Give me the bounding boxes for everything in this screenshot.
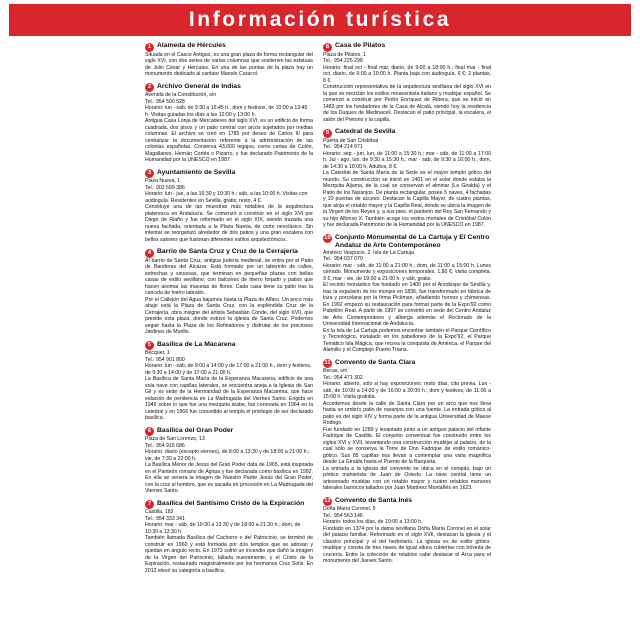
poi-entry [145, 169, 313, 244]
poi-number-badge: 7 [145, 500, 154, 509]
poi-header [145, 42, 313, 52]
poi-text-line: Bécquer, 1 [145, 350, 170, 356]
poi-title: Conjunto Monumental de La Cartuja y El Centro Andaluz de Arte Contemporáneo [335, 233, 490, 249]
poi-text-line: Américo Vespucio, 2. Isla de La Cartuja [323, 249, 414, 256]
poi-text-line: Doña María Coronel, 5 [323, 506, 376, 512]
poi-entry [323, 359, 491, 492]
poi-text-line: Tel.: 902 599 386 [145, 184, 185, 191]
poi-text-line: Situada en el Casco Antiguo, es una gran plaza de forma rectangular del siglo XVI, con dos series de varias columnas que sostienen las estatuas de Julio César y Hércules. En una de las puntas de la plaza hay un monumento dedicado al cantaor Manolo Caracol. [145, 51, 313, 77]
poi-header [145, 248, 313, 258]
poi-text-line: Accedemos desde la calle de Santa Clara por un arco que nos lleva hasta un umbrío patio de naranjos con una fuente. La entrada gótica al patio es del siglo XIV y forma parte de la antigua Universidad de Maese Rodrigo. [323, 400, 491, 426]
poi-text-line: Por el Callejón del Agua bajamos hasta la Plaza de Alfaro. Un poco más abajo está la Plaza de Santa Cruz, con la espléndida Cruz de la Cerrajería, obra insigne del artista Sebastián Conde, del siglo XVII, que preside esta plaza, donde estuvo la iglesia de Santa Cruz. Podemos seguir hasta la Plaza de los Refinadores y disfrutar de los preciosos Jardines de Murillo. [145, 296, 313, 335]
poi-text-line: La Basílica Menor de Jesús del Gran Poder data de 1965, está inspirada en el Panteón romano de Agripa y fue declarada como basílica en 1992. En ella se venera la imagen de Nuestro Padre Jesús del Gran Poder, con la cruz al hombro, que es sacada en procesión en La Madrugada del Viernes Santo. [145, 462, 313, 494]
poi-text-line: Tel.: 954 214 971 [323, 144, 363, 150]
poi-header [323, 359, 491, 369]
poi-entry [323, 42, 491, 123]
poi-title: Basílica de La Macarena [157, 340, 236, 348]
poi-title: Casa de Pilatos [335, 42, 386, 49]
poi-text-line: Horario: mar - sáb, de 10:30 a 13:30 y de 18:00 a 21:30 h.; dom, de 10:30 a 13:30 h. [145, 522, 301, 535]
poi-title: Archivo General de Indias [157, 82, 241, 90]
poi-text-line: Antigua Casa Lonja de Mercaderes del siglo XVI, es un edificio de forma cuadrada, dos pisos y un patio central con arcos sujetados por medias columnas. El archivo se creó en 1785 por deseo de Carlos III para centralizar la documentación referente a la administración de las colonias españolas. Conserva 43.000 legajos, como cartas de Colón, Magallanes, Hernán Cortés o Pizarro, y fue declarado Patrimonio de la Humanidad por la UNESCO en 1987. [145, 118, 313, 163]
poi-title: Barrio de Santa Cruz y Cruz de la Cerrajería [157, 248, 298, 255]
poi-header [145, 500, 313, 510]
poi-entry [323, 497, 491, 565]
poi-text-line: Horario: todos los días, de 10:00 a 13:00 h. [323, 519, 423, 525]
poi-header [323, 234, 491, 250]
poi-title: Convento de Santa Clara [335, 358, 416, 366]
poi-text-line: Tel.: 954 333 341 [145, 515, 185, 522]
poi-number-badge: 10 [324, 235, 331, 241]
poi-text-line: Tel.: 954 500 528 [145, 98, 185, 105]
poi-text-line: Horario: lun - sáb, de 9:00 a 14:00 y de 17:00 a 21:00 h., dom y festivos, de 9:30 a 14:00 y de 17:00 a 21:00 h. [145, 363, 312, 376]
poi-entry [323, 234, 491, 354]
poi-number-badge: 3 [145, 169, 154, 178]
poi-number-badge: 8 [323, 43, 332, 52]
poi-entry [145, 248, 313, 336]
poi-title: Catedral de Sevilla [335, 128, 396, 135]
poi-header [145, 427, 313, 437]
poi-text-line: Fundado en 1374 por la dama sevillana Doña María Coronel en el solar del palacio familiar. Reformado en el siglo XVII, destacan la iglesia y el claustro principal y el del herbolario. La iglesia es de estilo gótico-mudéjar y consta de tres naves de igual altura cubiertas con bóveda de crucería. Entre la colección de retablos cabe destacar el Arca para el monumento del Jueves Santo. [323, 525, 491, 564]
poi-text-line: Becas, s/n [323, 368, 348, 374]
poi-entry [145, 83, 313, 164]
poi-number-badge: 6 [145, 427, 154, 436]
poi-number-badge: 2 [145, 83, 154, 92]
poi-header [145, 83, 313, 93]
poi-entry [145, 427, 313, 495]
poi-number-badge: 9 [323, 129, 332, 138]
header-banner [9, 4, 631, 36]
poi-text-line: La Catedral de Santa María de la Sede es el mayor templo gótico del mundo. Su construcción se inició en 1401 en el solar donde estaba la Mezquita Aljama, de la cual se conservan el alminar (La Giralda) y el Patio de los Naranjos. De planta rectangular, posee 5 naves, 4 fachadas y 10 puertas de acceso. Destacan la Capilla Mayor, de cuatro plantas, que aloja el retablo mayor y la Capilla Real, donde se ubica la imagen de la Virgen de los Reyes y, a sus pies, el panteón del Rey San Fernando y su hijo Alfonso X. También acoge los restos mortales de Cristóbal Colón y fue declarada Patrimonio de la Humanidad por la UNESCO en 1987. [323, 170, 491, 228]
poi-text-line: Horario: final oct - final mar, diario, de 9:00 a 18:00 h.; final mar - final oct, diario, de 9:00 a 19:00 h. Planta baja con audioguía, 6 €; 2 plantas, 8 €. [323, 64, 491, 84]
page-title: Información turística [188, 8, 452, 31]
poi-text-line: Horario: sep - jun, lun, de 11:00 a 15:30 h.; mar - sáb, de 11:00 a 17:00 h. Jul - ago, lun, de 9:30 a 15:30 h.; mar - sáb, de 9:30 a 16:00 h.; dom, de 14:30 a 18:00 h. Adultos, 8 €. [323, 150, 491, 170]
poi-text-line: La Basílica de Santa María de la Esperanza Macarena, edificio de una sola nave con capillas laterales, se encuentra aneja a la Iglesia de San Gil y es sede de la Hermandad de la Esperanza Macarena, que hace estación de penitencia en La Madrugada del Viernes Santo. Erigida en 1949 sobre lo que fue una mezquita árabe, fue coronada en 1964 en la catedral y en 1966 fue concedido al templo el privilegio de ser declarado basílica. [145, 376, 313, 421]
poi-header [145, 341, 313, 351]
poi-title: Ayuntamiento de Sevilla [157, 168, 236, 176]
poi-header [323, 497, 491, 507]
right-column [323, 42, 491, 640]
poi-entry [145, 341, 313, 422]
poi-text-line: Horario: mar - sáb, de 11:00 a 21:00 h.; dom, de 11:00 a 15:00 h. Lunes cerrado. Monumento y exposiciones temporales, 1,80 €; visita completa, 3 €; mar - vie, de 19:00 a 21:00 h. y sáb, gratis. [323, 262, 491, 282]
poi-entry [145, 500, 313, 575]
poi-title: Basílica del Santísimo Cristo de la Expiración [157, 499, 305, 507]
poi-title: Basílica del Gran Poder [157, 426, 234, 434]
poi-number-badge: 1 [145, 43, 154, 52]
poi-header [323, 42, 491, 52]
poi-text-line: Plaza Nueva, 1 [145, 178, 181, 184]
poi-text-line: Tel.: 954 563 146 [323, 512, 363, 519]
poi-title: Convento de Santa Inés [335, 496, 413, 504]
poi-title: Alameda de Hércules [157, 42, 226, 49]
poi-text-line: Constituye una de las muestras más notables de la arquitectura plateresca en Andalucía. Se comenzó a construir en el siglo XVI por Diego de Riaño y fue reformado en el siglo XIX, siendo trazada una nueva fachada, orientada a la Plaza Nueva, de corte neoclásico. Sin intentar se reorganizó alrededor de dos patios y una gran escalera con bellos salones que fusionan diferentes estilos arquitectónicos. [145, 204, 313, 243]
poi-text-line: También llamada Basílica del Cachorro o del Patrocinio, se terminó de construir en 1960 y está formada por dos templos que se adosan y quedan en ángulo recto. En 1973 sufrió un incendio que dañó la imagen de la Virgen del Patrocinio, tallada nuevamente, y el Cristo de la Expiración, restaurado magistralmente por los hermanos Cruz Solís. En 2012 elevó su categoría a basílica. [145, 535, 313, 574]
poi-text-line: Tel.: 954 915 686 [145, 442, 185, 449]
poi-header [323, 128, 491, 138]
poi-text-line: Tel.: 954 471 302 [323, 374, 363, 381]
poi-text-line: Al barrio de Santa Cruz, antigua judería medieval, se entra por el Patio de Banderas del Alcázar. Está formado por un laberinto de calles, estrechas y sinuosas, que terminan en pequeñas plazas con bellas casas de estilo sevillano, con balcones de hierro forjado y patios que hacen asomar las macetas de flores. Cada casa tiene su patio tras la cancela de hierro labrado. [145, 257, 313, 296]
poi-text-line: La entrada a la iglesia del convento se ubica en el compás, bajo un pórtico manierista de Juan de Oviedo. La nave central tiene un artesonado mudéjar con un retablo mayor y cuatro retablos menores laterales barrocos tallados por Juan Martínez Montañés en 1623. [323, 465, 491, 491]
poi-text-line: Tel.: 954 037 070 [323, 256, 363, 262]
poi-number-badge: 11 [324, 360, 331, 366]
content-columns [145, 42, 491, 640]
left-column [145, 42, 313, 640]
poi-number-badge: 4 [145, 249, 154, 258]
poi-text-line: Tel.: 954 901 800 [145, 356, 185, 363]
poi-text-line: Horario: lun - sáb, de 9:30 a 16:45 h., dom y festivos, de 10:00 a 13:45 h. Visitas guiadas los días a las 12:00 y 13:00 h. [145, 105, 308, 118]
poi-number-badge: 5 [145, 341, 154, 350]
poi-text-line: Construcción representativa de la arquitectura sevillana del siglo XVI en la que se mezclan los estilos renacentista italiano y mudéjar español. Se comenzó a construir por Pedro Enríquez de Ribera, que se inició en 1483 por los fundadores de la Casa de Alcalá, siendo hoy la residencia de los Duques de Medinaceli. Destacan el patio principal, la escalera, el salón del Pretorio y la capilla. [323, 84, 491, 123]
poi-text-line: Fue fundado en 1289 y levantado junto a un antiguo palacio del infante Fadrique de Castilla. El conjunto conventual fue construido entre los siglos XVI y XVII, levantando una construcción mudéjar al palacio, de la cual sólo se conserva la Torre de Don Fadrique de estilo románico-gótico. Sus 85 capillas nos llevan a contemplar una vista magnífica desde La Giralda hasta el Puente de la Barqueta. [323, 426, 491, 465]
poi-text-line: Avenida de la Constitución, s/n [145, 92, 217, 98]
poi-text-line: Puerta de San Cristóbal [323, 137, 379, 144]
poi-number-badge: 12 [324, 498, 331, 504]
poi-text-line: El recinto monástico fue fundado en 1400 por el Arzobispo de Sevilla y, tras la expulsión de los monjes en 1836, fue transformado en fábrica de loza y porcelana por la firma Pickman, añadiendo hornos y chimeneas. En 1992 empezó su restauración para formar parte de la Expo'92 como Pabellón Real. A partir de 1997 se convirtió en sede del Centro Andaluz de Arte Contemporáneo y alberga además el Rectorado de la Universidad Internacional de Andalucía. [323, 282, 491, 327]
poi-text-line: Plaza de Pilatos, 1 [323, 51, 366, 58]
poi-text-line: Horario: abierto, sólo si hay exposiciones; resto días, cita previa. Lun - sáb, de 10:00 a 14:00 y de 16:00 a 20:00 h.; dom y festivos, de 11:00 a 15:00 h. Visita gratuita. [323, 381, 491, 400]
poi-header [145, 169, 313, 179]
poi-entry [323, 128, 491, 229]
poi-text-line: Horario: lun - jue, a las 16:30 y 19:30 h.; sáb, a las 10:00 h. Visitas con audioguía. Residentes en Sevilla, gratis; resto, 4 €. [145, 191, 308, 204]
poi-text-line: Plaza de San Lorenzo, 13 [145, 436, 205, 442]
poi-entry [145, 42, 313, 78]
poi-text-line: Castilla, 182 [145, 509, 174, 515]
poi-text-line: Horario: diario (excepto viernes), de 8:00 a 13:30 y de 18:00 a 21:00 h.; vie, de 7:30 a 22:00 h. [145, 449, 310, 462]
poi-text-line: En la Isla de La Cartuja podemos encontrar también el Parque Científico y Tecnológico, instalado en los pabellones de la Expo'92, el Parque Temático Isla Mágica, que recrea la conquista de América, el Parque del Alamillo y el Complejo Puerto Triana. [323, 327, 491, 353]
poi-text-line: Tel.: 954 225 298 [323, 58, 363, 64]
